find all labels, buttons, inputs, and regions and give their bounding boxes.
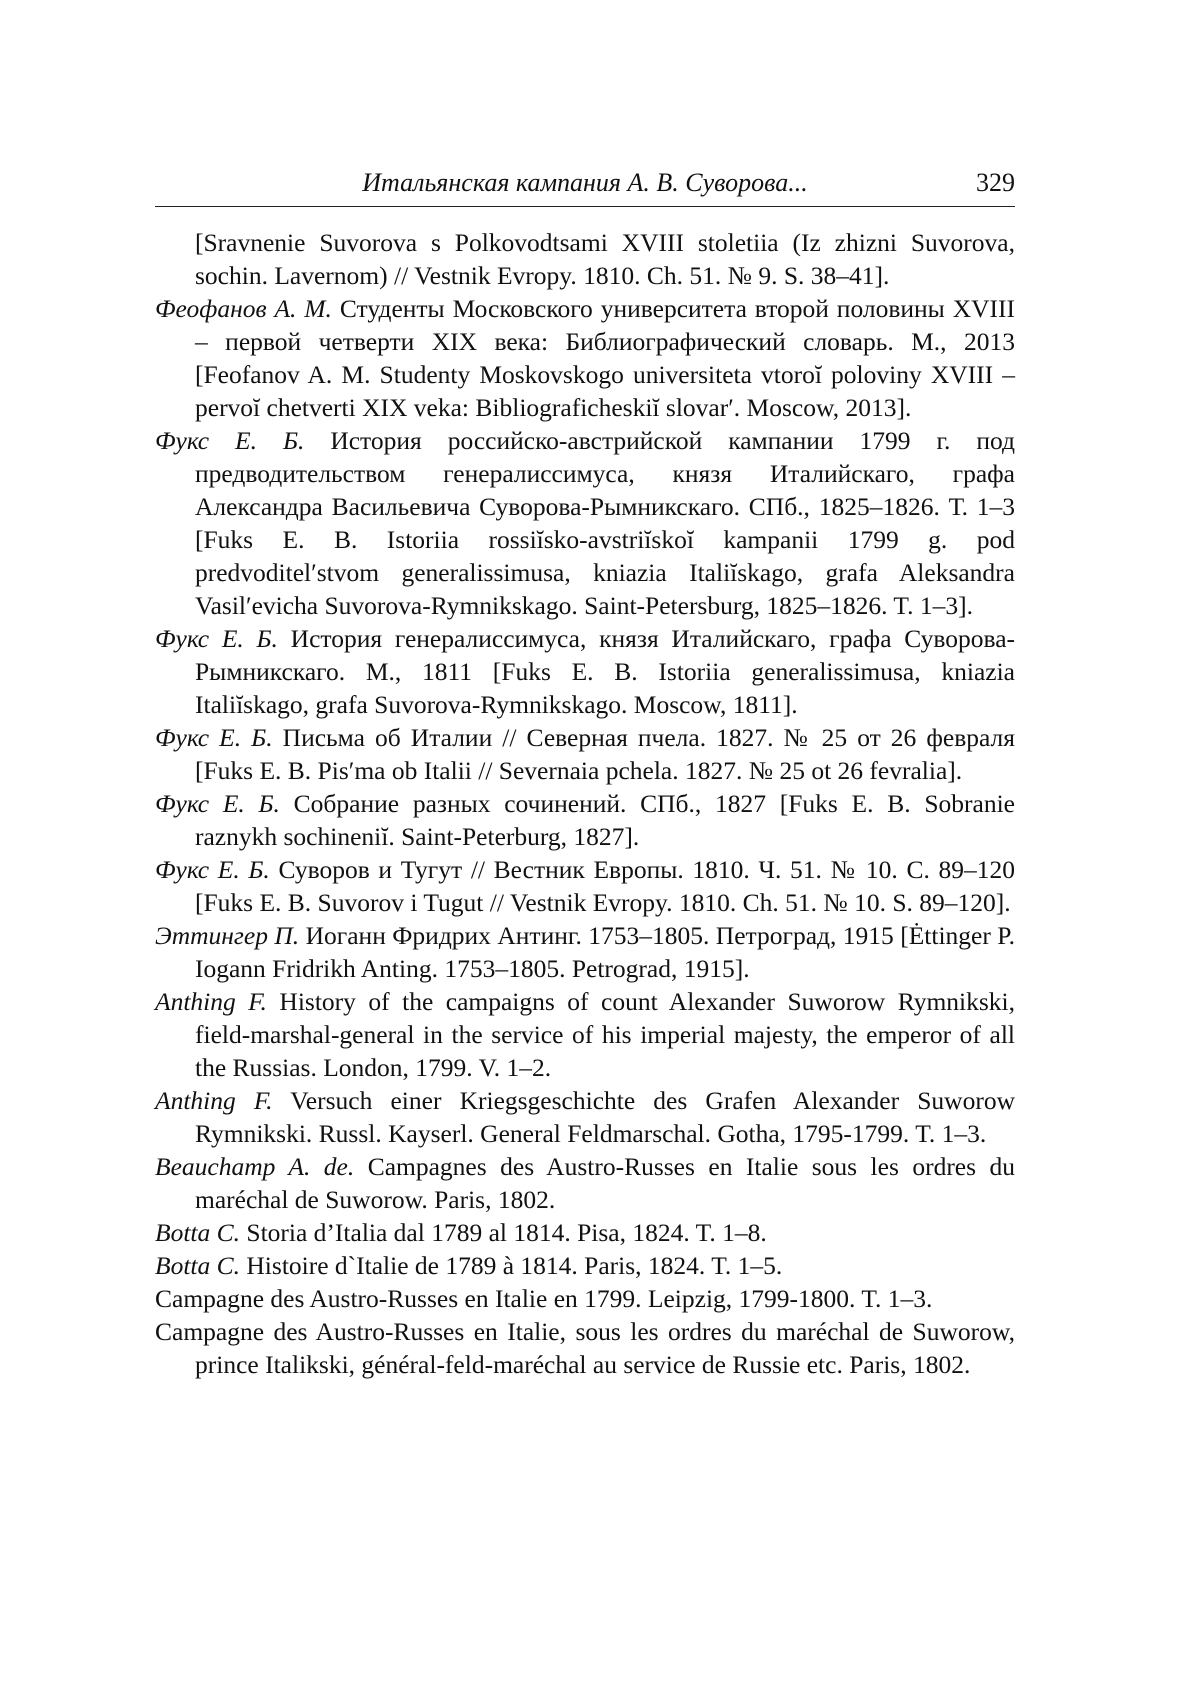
bibliography-entry (155, 1150, 1015, 1216)
bibliography-entry (155, 787, 1015, 853)
entry-text: Campagne des Austro-Russes en Italie en 1799. Leipzig, 1799-1800. T. 1–3. (155, 1284, 932, 1313)
bibliography-entry (155, 226, 1015, 292)
entry-text: История российско-австрийской кампании 1799 г. под предводительством генералиссимуса, князя Италийскаго, графа Александра Васильевича Суворова-Рымникскаго. СПб., 1825–1826. Т. 1–3 [Fuks E. B. Istoriia rossiĭsko-avstriĭskoĭ kampanii 1799 g. pod predvoditel′stvom generalissimusa, kniazia Italiĭskago, grafa Aleksandra Vasil′evicha Suvorova-Rymnikskago. Saint-Petersburg, 1825–1826. T. 1–3]. (195, 426, 1015, 620)
entry-text: Письма об Италии // Северная пчела. 1827. № 25 от 26 февраля [Fuks E. B. Pis′ma ob Italii // Severnaia pchela. 1827. № 25 ot 26 fevralia]. (195, 723, 1015, 785)
entry-author: Фукс Е. Б. (155, 723, 273, 752)
entry-text: Собрание разных сочинений. СПб., 1827 [Fuks E. B. Sobranie raznykh sochineniĭ. Saint-Peterburg, 1827]. (195, 789, 1015, 851)
bibliography-entry (155, 292, 1015, 424)
entry-author: Фукс Е. Б. (155, 624, 278, 653)
bibliography-entry (155, 985, 1015, 1084)
entry-text: Storia d’Italia dal 1789 al 1814. Pisa, 1824. T. 1–8. (246, 1218, 766, 1247)
entry-author: Фукс Е. Б. (155, 789, 280, 818)
entry-author: Beauchamp A. de. (155, 1152, 354, 1181)
page-number: 329 (976, 166, 1015, 200)
entry-text: Versuch einer Kriegsgeschichte des Grafen Alexander Suworow Rymnikski. Russl. Kayserl. General Feldmarschal. Gotha, 1795-1799. T. 1–3. (195, 1086, 1015, 1148)
bibliography-entry (155, 1282, 1015, 1315)
bibliography-entry (155, 622, 1015, 721)
bibliography-entry (155, 1216, 1015, 1249)
entry-text: Campagnes des Austro-Russes en Italie sous les ordres du maréchal de Suworow. Paris, 1802. (195, 1152, 1015, 1214)
bibliography-list (155, 226, 1015, 1381)
entry-author: Эттингер П. (155, 921, 299, 950)
bibliography-entry (155, 1084, 1015, 1150)
bibliography-entry (155, 424, 1015, 622)
bibliography-entry (155, 1315, 1015, 1381)
entry-author: Anthing F. (155, 987, 267, 1016)
running-title: Итальянская кампания А. В. Суворова... (155, 166, 1015, 200)
bibliography-entry (155, 721, 1015, 787)
bibliography-entry (155, 853, 1015, 919)
entry-text: Суворов и Тугут // Вестник Европы. 1810. Ч. 51. № 10. С. 89–120 [Fuks E. B. Suvorov i Tugut // Vestnik Evropy. 1810. Ch. 51. № 10. S. 89–120]. (195, 855, 1015, 917)
running-header (155, 166, 1015, 207)
entry-text: [Sravnenie Suvorova s Polkovodtsami XVIII stoletiia (Iz zhizni Suvorova, sochin. Lavernom) // Vestnik Evropy. 1810. Ch. 51. № 9. S. 38–41]. (195, 228, 1015, 290)
entry-author: Фукс Е. Б. (155, 426, 304, 455)
entry-text: Иоганн Фридрих Антинг. 1753–1805. Петроград, 1915 [Ėttinger P. Iogann Fridrikh Anting. 1753–1805. Petrograd, 1915]. (195, 921, 1015, 983)
entry-text: Студенты Московского университета второй половины XVIII – первой четверти XIX века: Библиографический словарь. М., 2013 [Feofanov A. M. Studenty Moskovskogo universiteta vtoroĭ poloviny XVIII – pervoĭ chetverti XIX veka: Bibliograficheskiĭ slovar′. Moscow, 2013]. (195, 294, 1015, 422)
entry-text: Histoire d`Italie de 1789 à 1814. Paris, 1824. T. 1–5. (246, 1251, 782, 1280)
entry-author: Botta C. (155, 1218, 240, 1247)
entry-author: Феофанов А. М. (155, 294, 332, 323)
entry-text: History of the campaigns of count Alexander Suworow Rymnikski, field-marshal-general in the service of his imperial majesty, the emperor of all the Russias. London, 1799. V. 1–2. (195, 987, 1015, 1082)
entry-author: Anthing F. (155, 1086, 273, 1115)
entry-author: Фукс Е. Б. (155, 855, 270, 884)
bibliography-entry (155, 919, 1015, 985)
entry-text: История генералиссимуса, князя Италийскаго, графа Суворова-Рымникскаго. М., 1811 [Fuks E. B. Istoriia generalissimusa, kniazia Italiĭskago, grafa Suvorova-Rymnikskago. Moscow, 1811]. (195, 624, 1015, 719)
bibliography-entry (155, 1249, 1015, 1282)
entry-author: Botta C. (155, 1251, 240, 1280)
entry-text: Campagne des Austro-Russes en Italie, sous les ordres du maréchal de Suworow, prince Italikski, général-feld-maréchal au service de Russie etc. Paris, 1802. (155, 1317, 1015, 1379)
